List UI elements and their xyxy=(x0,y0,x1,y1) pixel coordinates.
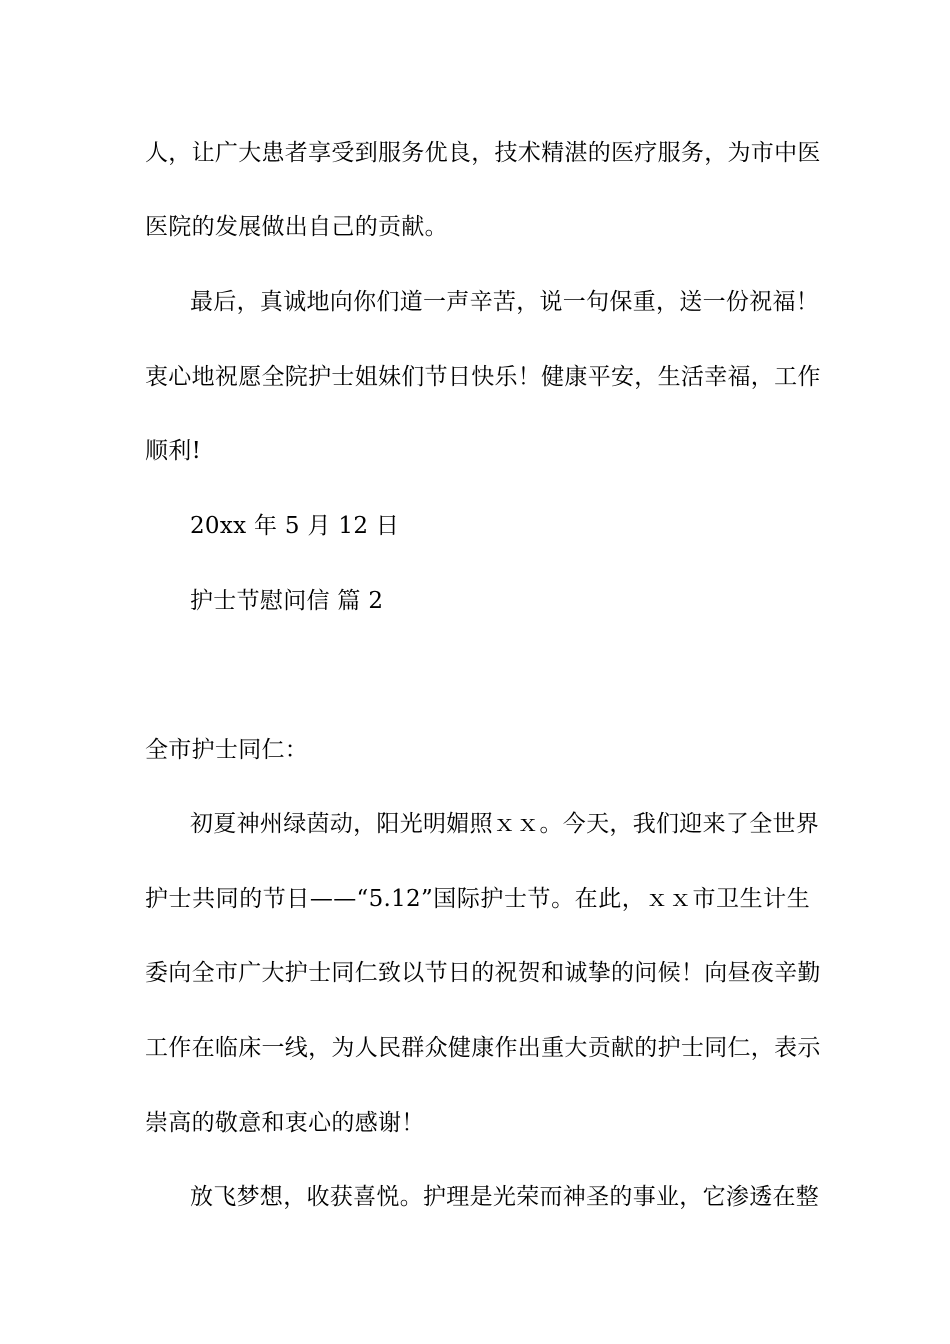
paragraph-line: 衷心地祝愿全院护士姐妹们节日快乐！健康平安，生活幸福，工作 xyxy=(145,364,821,390)
paragraph-line: 工作在临床一线，为人民群众健康作出重大贡献的护士同仁，表示 xyxy=(145,1035,821,1061)
paragraph-line: 医院的发展做出自己的贡献。 xyxy=(145,214,448,240)
paragraph-line: 委向全市广大护士同仁致以节日的祝贺和诚挚的问候！向昼夜辛勤 xyxy=(145,960,821,986)
paragraph-line: 顺利! xyxy=(145,438,202,464)
paragraph-line: 人，让广大患者享受到服务优良，技术精湛的医疗服务，为市中医 xyxy=(145,140,821,166)
paragraph-line: 护士共同的节日——“5.12”国际护士节。在此，ｘｘ市卫生计生 xyxy=(145,886,810,912)
paragraph-line: 初夏神州绿茵动，阳光明媚照ｘｘ。今天，我们迎来了全世界 xyxy=(190,811,820,837)
section-heading: 护士节慰问信 篇 2 xyxy=(190,588,384,614)
paragraph-line: 放飞梦想，收获喜悦。护理是光荣而神圣的事业，它渗透在整 xyxy=(190,1184,820,1210)
salutation: 全市护士同仁： xyxy=(145,737,309,763)
date-line: 20xx 年 5 月 12 日 xyxy=(190,513,400,539)
paragraph-line: 最后，真诚地向你们道一声辛苦，说一句保重，送一份祝福！ xyxy=(190,289,820,315)
paragraph-line: 崇高的敬意和衷心的感谢！ xyxy=(145,1110,425,1136)
